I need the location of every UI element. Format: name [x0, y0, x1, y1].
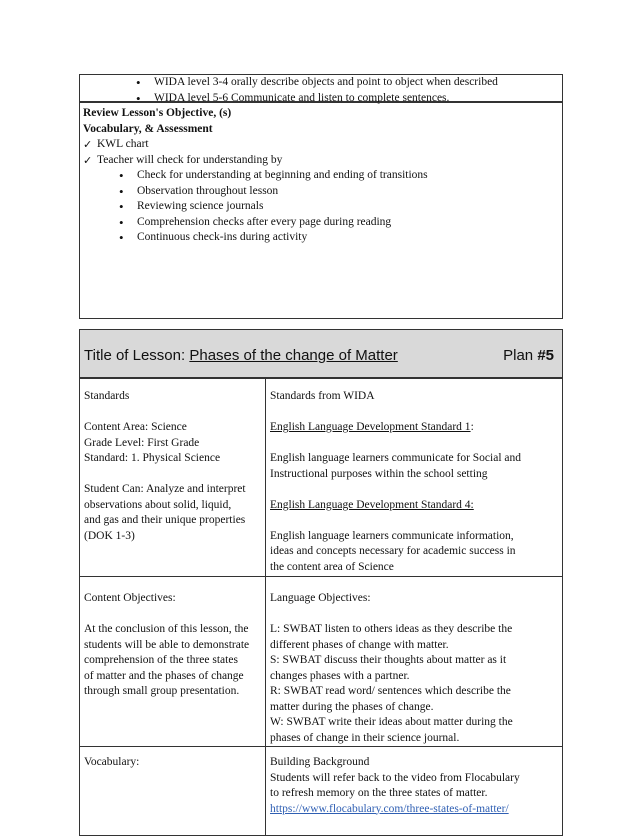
standards-left-cell	[80, 389, 265, 544]
flocabulary-link[interactable]: https://www.flocabulary.com/three-states-of-matter/	[270, 802, 509, 815]
wida-bullet: • WIDA level 5-6 Communicate and listen to complete sentences.	[136, 91, 498, 107]
language-objective-line: changes phases with a partner.	[270, 669, 410, 682]
lesson-title-bar	[79, 329, 563, 378]
language-objective-line: S: SWBAT discuss their thoughts about matter as it	[270, 654, 507, 666]
building-background-heading: Building Background	[270, 756, 370, 768]
standards-heading: Standards	[84, 390, 130, 402]
language-objective-line: R: SWBAT read word/ sentences which describe the	[270, 685, 511, 697]
assessment-bullet: • Reviewing science journals	[119, 199, 553, 215]
check-item: ✓ Teacher will check for understanding by	[83, 153, 553, 169]
standards-right-cell	[266, 389, 564, 575]
lesson-title-name: Phases of the change of Matter	[189, 347, 398, 364]
grade-level: Grade Level: First Grade	[84, 436, 200, 449]
content-area: Content Area: Science	[84, 421, 187, 433]
lesson-title	[84, 347, 398, 364]
wida-standards-heading: Standards from WIDA	[270, 390, 375, 402]
language-objective-line: W: SWBAT write their ideas about matter during the	[270, 716, 513, 728]
standard-4-text: ideas and concepts necessary for academic success in	[270, 545, 516, 557]
language-objective-line: matter during the phases of change.	[270, 700, 434, 713]
language-objective-line: different phases of change with matter.	[270, 638, 449, 651]
content-objectives-heading: Content Objectives:	[84, 592, 176, 604]
background-line: to refresh memory on the three states of matter.	[270, 787, 488, 799]
assessment-bullet: • Check for understanding at beginning and ending of transitions	[119, 168, 553, 184]
review-cell	[79, 102, 563, 319]
plan-label: Plan	[503, 347, 538, 364]
language-objective-line: phases of change in their science journal.	[270, 731, 460, 744]
standard-1-title: English Language Development Standard 1	[270, 421, 471, 433]
content-objective-line: students will be able to demonstrate	[84, 638, 250, 651]
standard-1-colon: :	[470, 421, 474, 433]
content-objective-line: comprehension of the three states	[84, 654, 238, 666]
background-line: Students will refer back to the video from Flocabulary	[270, 771, 520, 784]
student-can-line: Student Can: Analyze and interpret	[84, 483, 246, 495]
plan-number	[503, 347, 554, 364]
content-objective-line: of matter and the phases of change	[84, 669, 244, 682]
vocabulary-cell	[80, 755, 265, 771]
content-objective-line: At the conclusion of this lesson, the	[84, 623, 249, 635]
content-objective-line: through small group presentation.	[84, 685, 240, 697]
language-objective-line: L: SWBAT listen to others ideas as they describe the	[270, 623, 513, 635]
language-objectives-cell	[266, 591, 564, 746]
standard-4-title: English Language Development Standard 4:	[270, 498, 474, 511]
assessment-bullet: • Comprehension checks after every page during reading	[119, 215, 553, 231]
building-background-cell	[266, 755, 564, 817]
vocabulary-heading: Vocabulary:	[84, 756, 140, 768]
row-divider	[80, 746, 562, 747]
standard-4-text: the content area of Science	[270, 560, 394, 573]
standard-4-text: English language learners communicate information,	[270, 529, 514, 542]
wida-bullets-cell	[79, 74, 563, 102]
wida-bullet: • WIDA level 3-4 orally describe objects and point to object when described	[136, 75, 498, 91]
student-can-line: (DOK 1-3)	[84, 529, 135, 542]
row-divider	[80, 576, 562, 577]
plan-number-value: #5	[537, 347, 554, 364]
assessment-bullet: • Continuous check-ins during activity	[119, 230, 553, 246]
content-objectives-cell	[80, 591, 265, 700]
standard-1-text: English language learners communicate for Social and	[270, 452, 521, 464]
language-objectives-heading: Language Objectives:	[270, 592, 371, 604]
assessment-bullet: • Observation throughout lesson	[119, 184, 553, 200]
student-can-line: observations about solid, liquid,	[84, 498, 232, 511]
standard-1-text: Instructional purposes within the school setting	[270, 467, 488, 480]
standard: Standard: 1. Physical Science	[84, 452, 221, 464]
student-can-line: and gas and their unique properties	[84, 514, 246, 526]
review-subheading: Vocabulary, & Assessment	[83, 122, 213, 135]
title-label: Title of Lesson:	[84, 347, 190, 364]
check-item: ✓ KWL chart	[83, 137, 553, 153]
review-heading: Review Lesson's Objective, (s)	[83, 107, 232, 119]
standards-objectives-table	[79, 378, 563, 836]
